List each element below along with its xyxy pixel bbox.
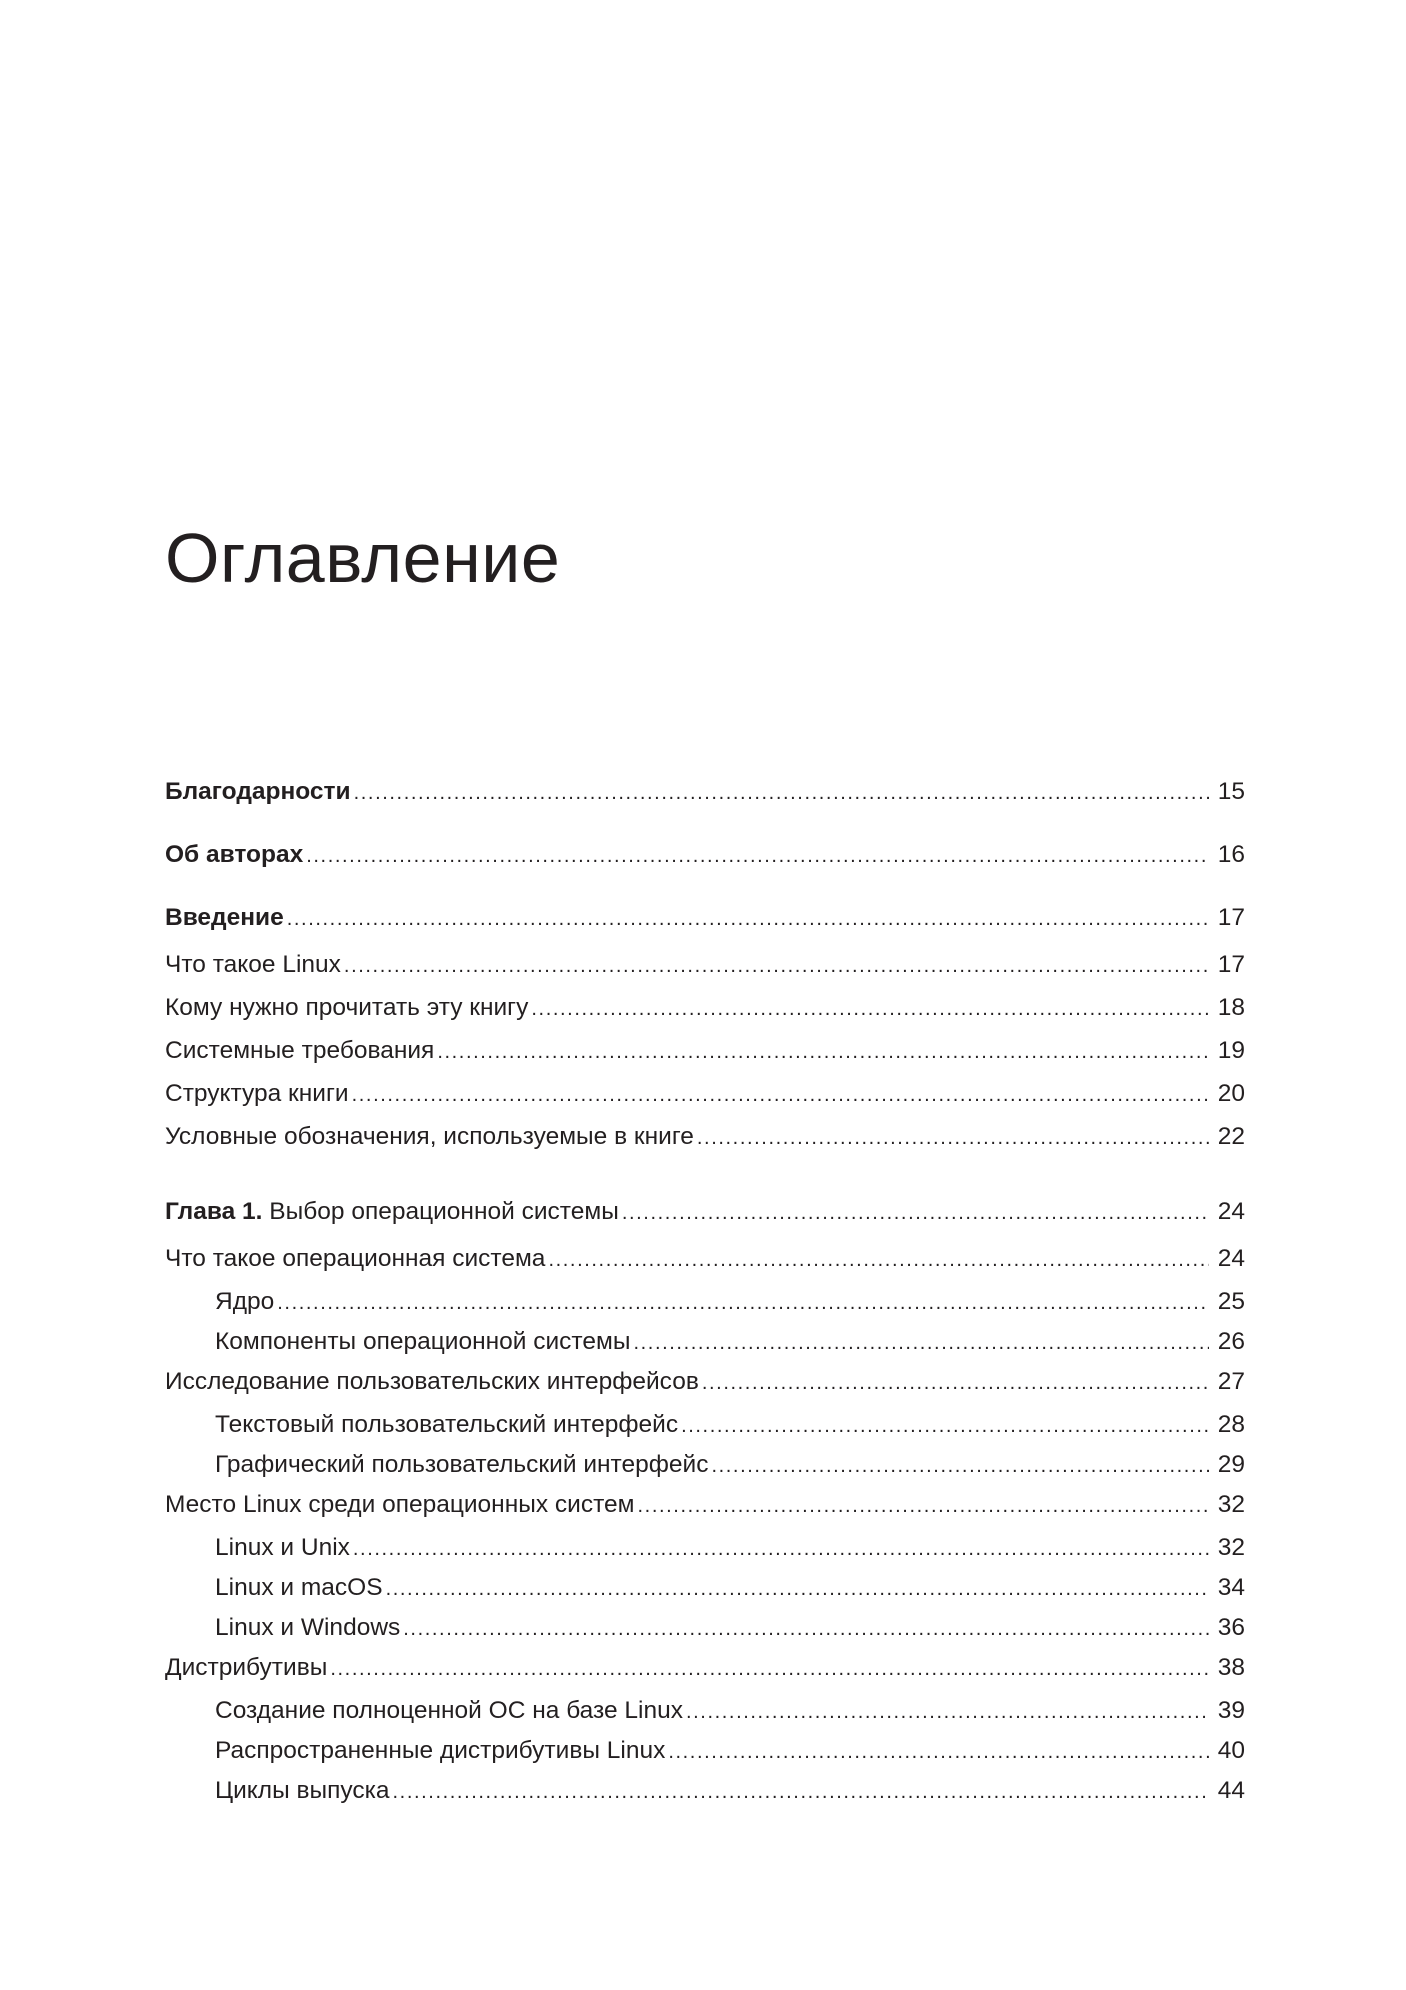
entry-title: Циклы выпуска — [215, 1777, 390, 1804]
entry-title: Об авторах — [165, 841, 304, 868]
toc-entry-introduction[interactable] — [165, 902, 1245, 935]
entry-title: Что такое операционная система — [165, 1245, 546, 1272]
toc-entry-who-should-read[interactable] — [165, 992, 1245, 1025]
page-number: 22 — [1217, 1123, 1245, 1150]
page-number: 16 — [1217, 841, 1245, 868]
page-number: 39 — [1217, 1697, 1245, 1724]
entry-title: Текстовый пользовательский интерфейс — [215, 1411, 679, 1438]
dot-leader — [531, 993, 1209, 1025]
page-number: 26 — [1217, 1328, 1245, 1355]
dot-leader — [386, 1573, 1209, 1605]
toc-entry-system-requirements[interactable] — [165, 1035, 1245, 1068]
dot-leader — [306, 840, 1209, 872]
dot-leader — [681, 1410, 1209, 1442]
toc-entry-building-os[interactable] — [215, 1695, 1245, 1728]
toc-entry-conventions[interactable] — [165, 1121, 1245, 1154]
toc-entry-what-is-linux[interactable] — [165, 949, 1245, 982]
entry-title: Linux и Windows — [215, 1614, 401, 1641]
page-title: Оглавление — [165, 519, 561, 597]
toc-entry-chapter-1[interactable] — [165, 1196, 1245, 1229]
page-number: 17 — [1217, 951, 1245, 978]
page-number: 17 — [1217, 904, 1245, 931]
dot-leader — [633, 1327, 1209, 1359]
page-number: 25 — [1217, 1288, 1245, 1315]
dot-leader — [393, 1776, 1209, 1808]
dot-leader — [702, 1367, 1209, 1399]
dot-leader — [287, 903, 1209, 935]
entry-title: Распространенные дистрибутивы Linux — [215, 1737, 666, 1764]
toc-entry-linux-unix[interactable] — [215, 1532, 1245, 1565]
dot-leader — [548, 1244, 1209, 1276]
dot-leader — [352, 1079, 1209, 1111]
dot-leader — [437, 1036, 1209, 1068]
page-number: 24 — [1217, 1198, 1245, 1225]
dot-leader — [403, 1613, 1209, 1645]
dot-leader — [668, 1736, 1209, 1768]
toc-entry-distributions[interactable] — [165, 1652, 1245, 1685]
page-number: 19 — [1217, 1037, 1245, 1064]
toc-entry-linux-windows[interactable] — [215, 1612, 1245, 1645]
page-number: 24 — [1217, 1245, 1245, 1272]
entry-title: Глава 1. — [165, 1198, 263, 1225]
toc-entry-acknowledgements[interactable] — [165, 776, 1245, 809]
dot-leader — [330, 1653, 1209, 1685]
page-number: 40 — [1217, 1737, 1245, 1764]
page-number: 29 — [1217, 1451, 1245, 1478]
toc-entry-graphical-ui[interactable] — [215, 1449, 1245, 1482]
dot-leader — [354, 777, 1209, 809]
entry-title: Дистрибутивы — [165, 1654, 328, 1681]
entry-title: Введение — [165, 904, 284, 931]
page-number: 18 — [1217, 994, 1245, 1021]
page-number: 15 — [1217, 778, 1245, 805]
entry-title: Исследование пользовательских интерфейсов — [165, 1368, 699, 1395]
toc-entry-linux-among-os[interactable] — [165, 1489, 1245, 1522]
page-number: 27 — [1217, 1368, 1245, 1395]
entry-title: Ядро — [215, 1288, 275, 1315]
dot-leader — [697, 1122, 1209, 1154]
toc-entry-user-interfaces[interactable] — [165, 1366, 1245, 1399]
page-number: 32 — [1217, 1534, 1245, 1561]
dot-leader — [277, 1287, 1209, 1319]
toc-entry-kernel[interactable] — [215, 1286, 1245, 1319]
page-number: 28 — [1217, 1411, 1245, 1438]
dot-leader — [638, 1490, 1209, 1522]
entry-title: Структура книги — [165, 1080, 349, 1107]
entry-title: Что такое Linux — [165, 951, 341, 978]
entry-title: Создание полноценной ОС на базе Linux — [215, 1697, 683, 1724]
entry-title: Место Linux среди операционных систем — [165, 1491, 635, 1518]
page-number: 44 — [1217, 1777, 1245, 1804]
entry-title: Выбор операционной системы — [262, 1198, 619, 1225]
dot-leader — [344, 950, 1209, 982]
page-number: 34 — [1217, 1574, 1245, 1601]
entry-title: Linux и macOS — [215, 1574, 383, 1601]
entry-title: Графический пользовательский интерфейс — [215, 1451, 709, 1478]
toc-entry-os-components[interactable] — [215, 1326, 1245, 1359]
entry-title: Благодарности — [165, 778, 351, 805]
dot-leader — [353, 1533, 1209, 1565]
dot-leader — [686, 1696, 1209, 1728]
page-number: 38 — [1217, 1654, 1245, 1681]
entry-title: Компоненты операционной системы — [215, 1328, 631, 1355]
dot-leader — [622, 1197, 1209, 1229]
dot-leader — [711, 1450, 1209, 1482]
toc-entry-common-distros[interactable] — [215, 1735, 1245, 1768]
page-number: 20 — [1217, 1080, 1245, 1107]
entry-title: Условные обозначения, используемые в книге — [165, 1123, 694, 1150]
entry-title: Кому нужно прочитать эту книгу — [165, 994, 529, 1021]
toc-entry-release-cycles[interactable] — [215, 1775, 1245, 1808]
page-number: 36 — [1217, 1614, 1245, 1641]
entry-title: Системные требования — [165, 1037, 435, 1064]
toc-entry-about-authors[interactable] — [165, 839, 1245, 872]
toc-entry-text-ui[interactable] — [215, 1409, 1245, 1442]
toc-entry-what-is-os[interactable] — [165, 1243, 1245, 1276]
page-number: 32 — [1217, 1491, 1245, 1518]
toc-entry-linux-macos[interactable] — [215, 1572, 1245, 1605]
toc-entry-book-structure[interactable] — [165, 1078, 1245, 1111]
entry-title: Linux и Unix — [215, 1534, 350, 1561]
